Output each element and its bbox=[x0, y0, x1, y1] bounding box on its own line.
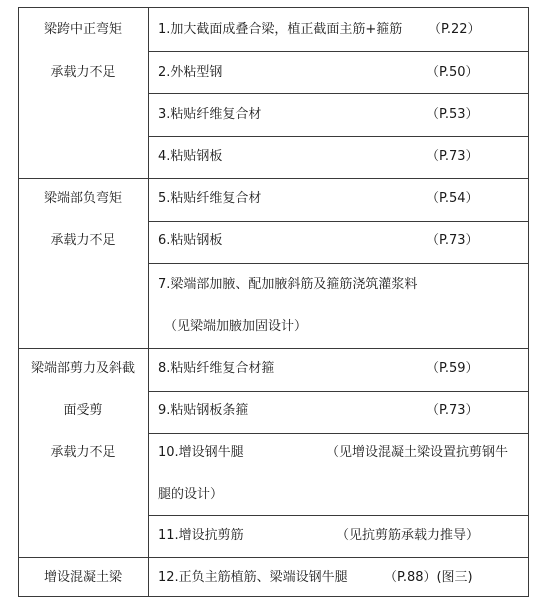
method-ref: （P.88）(图三) bbox=[384, 570, 473, 585]
category-label: 梁跨中正弯矩 bbox=[43, 22, 122, 37]
row-divider bbox=[148, 515, 529, 516]
method-ref: （见增设混凝土梁设置抗剪钢牛 bbox=[326, 445, 509, 460]
method-ref: （P.73） bbox=[426, 149, 479, 164]
group-divider bbox=[18, 557, 529, 558]
category-label: 承载力不足 bbox=[50, 233, 116, 248]
row-divider bbox=[148, 51, 529, 52]
method-text: 6.粘贴钢板 bbox=[158, 233, 223, 248]
reinforcement-table bbox=[18, 7, 529, 597]
category-label: 增设混凝土梁 bbox=[43, 570, 122, 585]
method-text: 2.外粘型钢 bbox=[158, 65, 223, 80]
method-continuation: （见梁端加腋加固设计） bbox=[164, 319, 308, 334]
table-border-bottom bbox=[18, 596, 529, 597]
row-divider bbox=[148, 93, 529, 94]
method-text: 3.粘贴纤维复合材 bbox=[158, 107, 262, 122]
method-text: 7.梁端部加腋、配加腋斜筋及箍筋浇筑灌浆料 bbox=[158, 277, 418, 292]
row-divider bbox=[148, 263, 529, 264]
method-ref: （P.53） bbox=[426, 107, 479, 122]
row-divider bbox=[148, 221, 529, 222]
method-text: 5.粘贴纤维复合材 bbox=[158, 191, 262, 206]
category-label: 面受剪 bbox=[63, 403, 103, 418]
row-divider bbox=[148, 391, 529, 392]
method-text: 12.正负主筋植筋、梁端设钢牛腿 bbox=[158, 570, 348, 585]
method-ref: （见抗剪筋承载力推导） bbox=[336, 528, 480, 543]
method-text: 10.增设钢牛腿 bbox=[158, 445, 244, 460]
category-label: 梁端部负弯矩 bbox=[43, 191, 122, 206]
method-text: 11.增设抗剪筋 bbox=[158, 528, 244, 543]
method-text: 8.粘贴纤维复合材箍 bbox=[158, 361, 275, 376]
method-ref: （P.54） bbox=[426, 191, 479, 206]
column-divider bbox=[148, 7, 149, 597]
row-divider bbox=[148, 433, 529, 434]
method-text: 9.粘贴钢板条箍 bbox=[158, 403, 249, 418]
category-label: 承载力不足 bbox=[50, 445, 116, 460]
table-border-right bbox=[528, 7, 529, 597]
table-border-top bbox=[18, 7, 529, 8]
method-ref: （P.59） bbox=[426, 361, 479, 376]
method-ref: （P.50） bbox=[426, 65, 479, 80]
category-label: 梁端部剪力及斜截 bbox=[30, 361, 135, 376]
method-continuation: 腿的设计） bbox=[158, 487, 224, 502]
method-ref: （P.22） bbox=[428, 22, 481, 37]
method-ref: （P.73） bbox=[426, 403, 479, 418]
method-ref: （P.73） bbox=[426, 233, 479, 248]
category-label: 承载力不足 bbox=[50, 65, 116, 80]
table-border-left bbox=[18, 7, 19, 597]
method-text: 4.粘贴钢板 bbox=[158, 149, 223, 164]
row-divider bbox=[148, 136, 529, 137]
group-divider bbox=[18, 178, 529, 179]
group-divider bbox=[18, 348, 529, 349]
method-text: 1.加大截面成叠合梁，植正截面主筋+箍筋 bbox=[158, 22, 403, 37]
